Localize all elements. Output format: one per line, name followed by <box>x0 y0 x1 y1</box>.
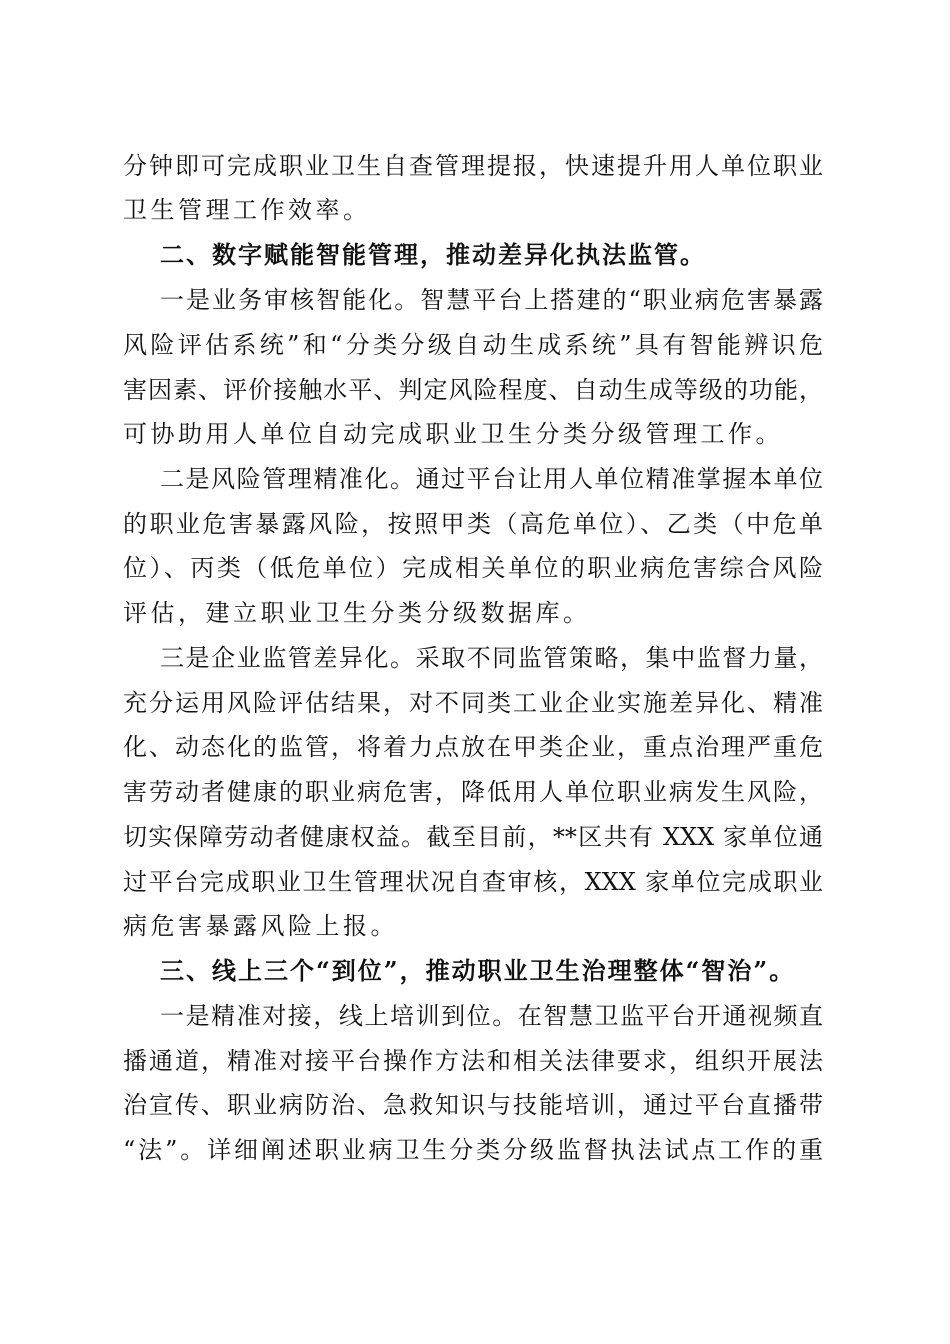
paragraph-line: 一是业务审核智能化。智慧平台上搭建的“职业病危害暴露 <box>160 286 823 314</box>
paragraph-line: 治宣传、职业病防治、急救知识与技能培训，通过平台直播带 <box>123 1091 823 1119</box>
paragraph-line: 卫生管理工作效率。 <box>123 196 371 224</box>
paragraph-line: 位）、丙类（低危单位）完成相关单位的职业病危害综合风险 <box>123 554 823 582</box>
paragraph-line: 病危害暴露风险上报。 <box>123 912 398 940</box>
paragraph-line: 评估，建立职业卫生分类分级数据库。 <box>123 599 591 627</box>
paragraph-line: 化、动态化的监管，将着力点放在甲类企业，重点治理严重危 <box>123 733 823 761</box>
paragraph-line: 切实保障劳动者健康权益。截至目前，**区共有 XXX 家单位通 <box>123 823 823 851</box>
paragraph-line: 害劳动者健康的职业病危害，降低用人单位职业病发生风险， <box>123 778 823 806</box>
paragraph-line: 充分运用风险评估结果，对不同类工业企业实施差异化、精准 <box>123 689 823 717</box>
section-heading: 三、线上三个“到位”，推动职业卫生治理整体“智治”。 <box>160 956 796 985</box>
paragraph-line: 的职业危害暴露风险，按照甲类（高危单位）、乙类（中危单 <box>123 510 823 538</box>
paragraph-line: 过平台完成职业卫生管理状况自查审核，XXX 家单位完成职业 <box>123 868 823 896</box>
paragraph-line: 二是风险管理精准化。通过平台让用人单位精准掌握本单位 <box>160 465 823 493</box>
paragraph-line: 害因素、评价接触水平、判定风险程度、自动生成等级的功能， <box>123 376 823 404</box>
paragraph-line: 分钟即可完成职业卫生自查管理提报，快速提升用人单位职业 <box>123 152 823 180</box>
section-heading: 二、数字赋能智能管理，推动差异化执法监管。 <box>160 240 706 269</box>
paragraph-line: 播通道，精准对接平台操作方法和相关法律要求，组织开展法 <box>123 1047 823 1075</box>
paragraph-line: 风险评估系统”和“分类分级自动生成系统”具有智能辨识危 <box>123 331 823 359</box>
paragraph-line: 一是精准对接，线上培训到位。在智慧卫监平台开通视频直 <box>160 1002 823 1030</box>
paragraph-line: 三是企业监管差异化。采取不同监管策略，集中监督力量， <box>160 644 823 672</box>
paragraph-line: “法”。详细阐述职业病卫生分类分级监督执法试点工作的重 <box>123 1136 823 1164</box>
paragraph-line: 可协助用人单位自动完成职业卫生分类分级管理工作。 <box>123 420 783 448</box>
